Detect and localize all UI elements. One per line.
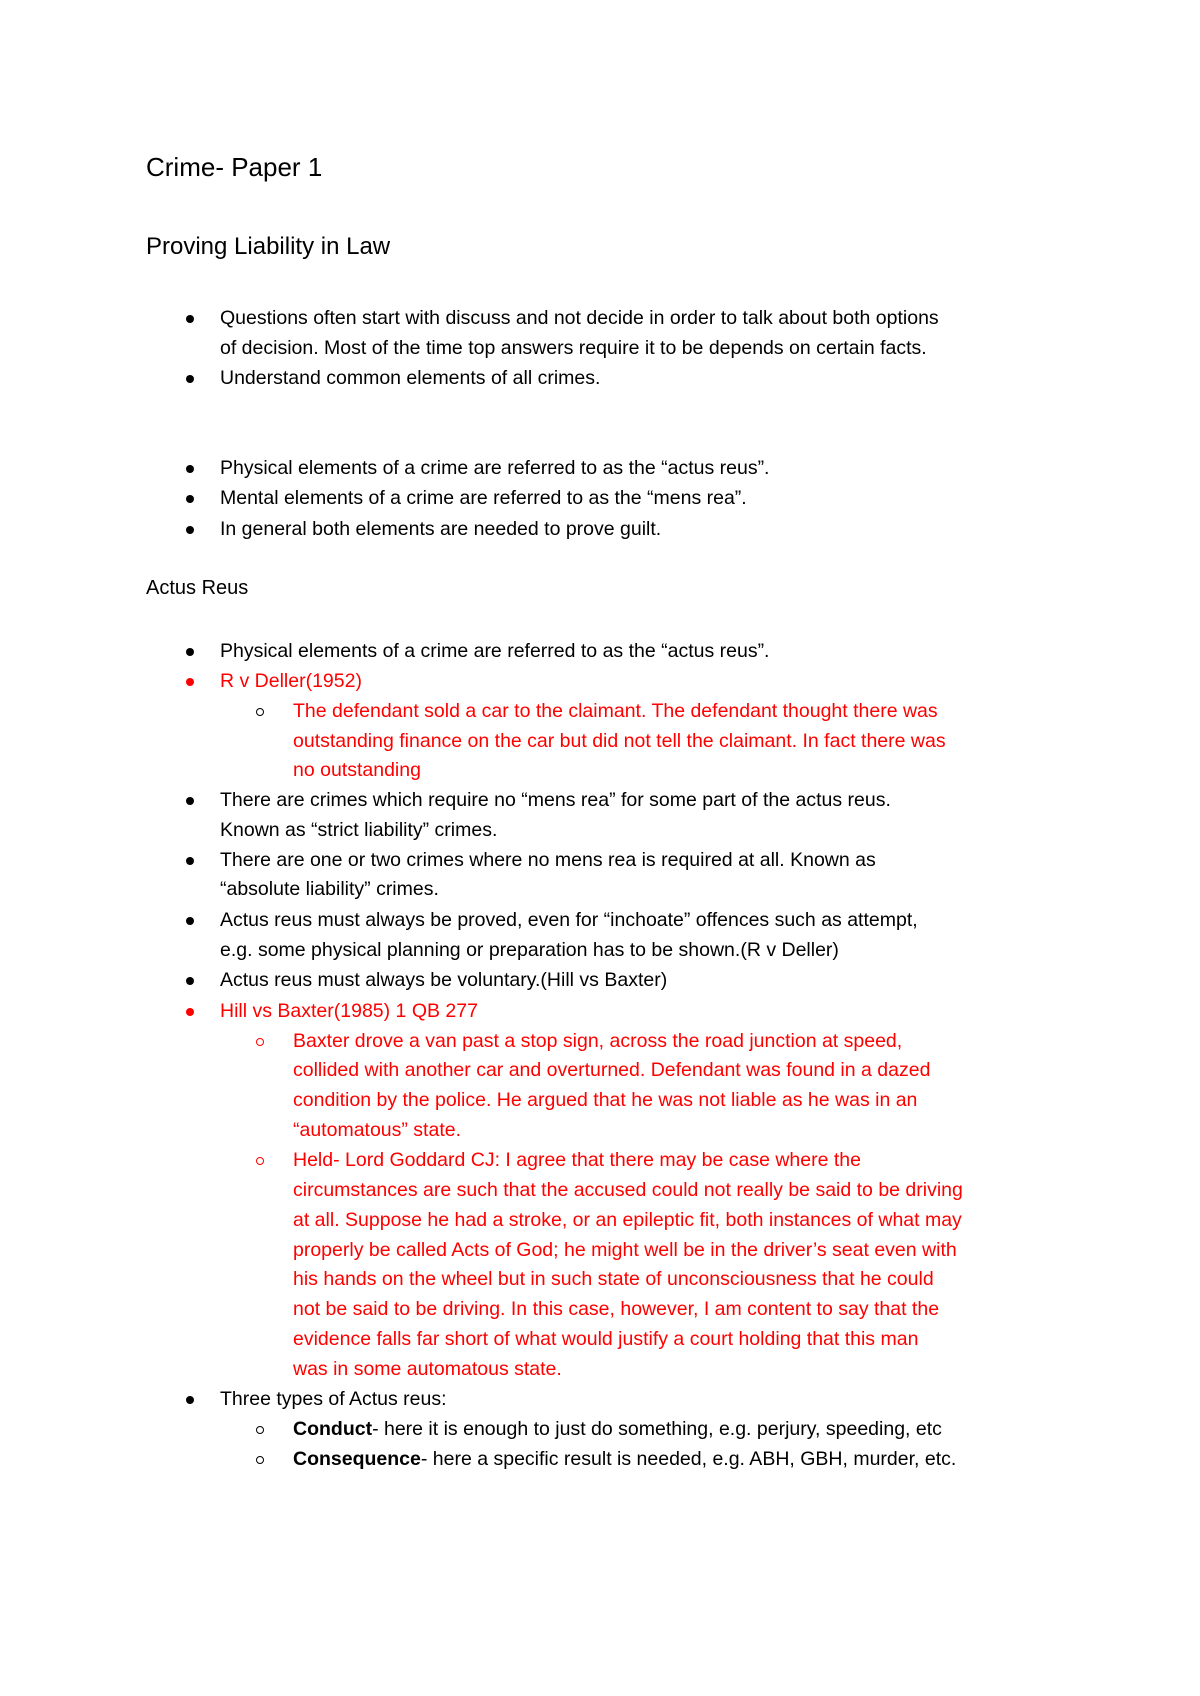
- actus-bullet-physical: Physical elements of a crime are referred to as the “actus reus”.: [220, 640, 770, 662]
- intro-bullet-2: Understand common elements of all crimes.: [220, 367, 601, 389]
- bullet-icon: [186, 315, 194, 323]
- case-name-deller: R v Deller(1952): [220, 670, 362, 692]
- held-line-6: not be said to be driving. In this case, however, I am content to say that the: [293, 1298, 940, 1320]
- held-line-2: circumstances are such that the accused could not really be said to be driving: [293, 1179, 963, 1201]
- sub-bullet-icon: [256, 708, 264, 716]
- strict-liability-line-1: There are crimes which require no “mens rea” for some part of the actus reus.: [220, 789, 891, 811]
- bullet-icon: [186, 375, 194, 383]
- bullet-icon: [186, 857, 194, 865]
- hill-facts-line-2: collided with another car and overturned. Defendant was found in a dazed: [293, 1059, 931, 1081]
- sub-bullet-icon: [256, 1456, 264, 1464]
- bullet-icon: [186, 465, 194, 473]
- deller-facts-line-1: The defendant sold a car to the claimant. The defendant thought there was: [293, 700, 938, 722]
- document-title: Crime- Paper 1: [146, 152, 323, 182]
- consequence-description: - here a specific result is needed, e.g. ABH, GBH, murder, etc.: [420, 1448, 957, 1470]
- absolute-liability-line-1: There are one or two crimes where no mens rea is required at all. Known as: [220, 849, 876, 871]
- section-heading-actus-reus: Actus Reus: [146, 577, 249, 599]
- section-heading-proving-liability: Proving Liability in Law: [146, 233, 391, 260]
- held-line-7: evidence falls far short of what would justify a court holding that this man: [293, 1328, 919, 1350]
- voluntary-bullet: Actus reus must always be voluntary.(Hill vs Baxter): [220, 969, 668, 991]
- conduct-term: Conduct: [293, 1418, 373, 1440]
- hill-facts-line-4: “automatous” state.: [293, 1119, 461, 1141]
- bullet-icon: [186, 648, 194, 656]
- bullet-icon: [186, 1396, 194, 1404]
- sub-bullet-icon: [256, 1157, 264, 1165]
- intro-bullet-5: In general both elements are needed to prove guilt.: [220, 518, 662, 540]
- sub-bullet-icon: [256, 1038, 264, 1046]
- intro-bullet-1-line-2: of decision. Most of the time top answers require it to be depends on certain facts.: [220, 337, 927, 359]
- conduct-description: - here it is enough to just do something, e.g. perjury, speeding, etc: [372, 1418, 942, 1440]
- types-of-actus-reus: Three types of Actus reus:: [220, 1388, 447, 1410]
- consequence-term: Consequence: [293, 1448, 421, 1470]
- conduct-item: [293, 1416, 942, 1442]
- strict-liability-line-2: Known as “strict liability” crimes.: [220, 819, 498, 841]
- bullet-icon: [186, 977, 194, 985]
- deller-facts-line-2: outstanding finance on the car but did not tell the claimant. In fact there was: [293, 730, 946, 752]
- bullet-icon: [186, 678, 194, 686]
- intro-bullet-4: Mental elements of a crime are referred to as the “mens rea”.: [220, 487, 747, 509]
- deller-facts-line-3: no outstanding: [293, 759, 421, 781]
- inchoate-line-1: Actus reus must always be proved, even for “inchoate” offences such as attempt,: [220, 909, 918, 931]
- sub-bullet-icon: [256, 1426, 264, 1434]
- bullet-icon: [186, 495, 194, 503]
- intro-bullet-3: Physical elements of a crime are referred to as the “actus reus”.: [220, 457, 770, 479]
- case-name-hill-v-baxter: Hill vs Baxter(1985) 1 QB 277: [220, 1000, 478, 1022]
- held-line-4: properly be called Acts of God; he might well be in the driver’s seat even with: [293, 1239, 957, 1261]
- bullet-icon: [186, 917, 194, 925]
- held-line-5: his hands on the wheel but in such state of unconsciousness that he could: [293, 1268, 934, 1290]
- hill-facts-line-1: Baxter drove a van past a stop sign, across the road junction at speed,: [293, 1030, 903, 1052]
- inchoate-line-2: e.g. some physical planning or preparation has to be shown.(R v Deller): [220, 939, 839, 961]
- consequence-item: [293, 1446, 956, 1472]
- bullet-icon: [186, 526, 194, 534]
- bullet-icon: [186, 797, 194, 805]
- held-line-1: Held- Lord Goddard CJ: I agree that there may be case where the: [293, 1149, 861, 1171]
- held-line-8: was in some automatous state.: [293, 1358, 562, 1380]
- bullet-icon: [186, 1008, 194, 1016]
- held-line-3: at all. Suppose he had a stroke, or an epileptic fit, both instances of what may: [293, 1209, 962, 1231]
- hill-facts-line-3: condition by the police. He argued that he was not liable as he was in an: [293, 1089, 918, 1111]
- absolute-liability-line-2: “absolute liability” crimes.: [220, 878, 439, 900]
- intro-bullet-1-line-1: Questions often start with discuss and not decide in order to talk about both options: [220, 307, 939, 329]
